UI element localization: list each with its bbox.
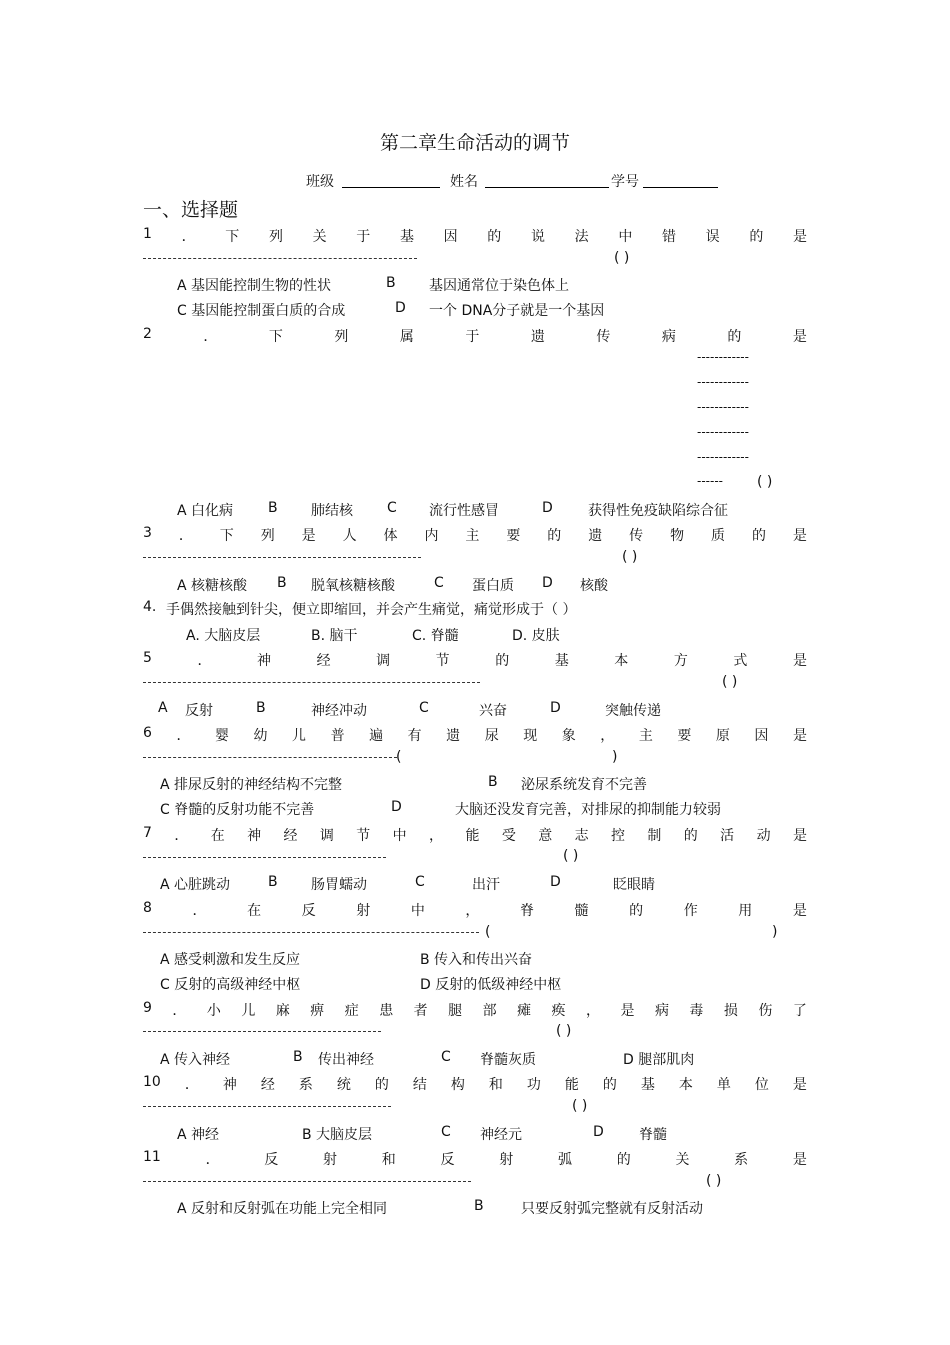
- option-d-letter: D: [542, 500, 553, 516]
- option-d-letter: D: [593, 1124, 604, 1140]
- option-b: 肺结核: [311, 503, 353, 519]
- option-b-letter: B: [293, 1049, 303, 1065]
- option-c-letter: C: [415, 874, 425, 890]
- question-4-stem: 手偶然接触到针尖，便立即缩回，并会产生痛觉，痛觉形成于（ ）: [166, 602, 577, 618]
- section-heading: 一、选择题: [143, 199, 239, 221]
- option-b: 传出神经: [318, 1052, 374, 1068]
- question-11-stem: 11 ． 反 射 和 反 射 弧 的 关 系 是: [143, 1149, 807, 1168]
- answer-dash-line: [143, 932, 479, 933]
- question-4-num: 4.: [143, 599, 157, 615]
- answer-paren-close[interactable]: ): [612, 749, 618, 765]
- question-6-stem: 6 ． 婴 幼 儿 普 遍 有 遗 尿 现 象 ， 主 要 原 因 是: [143, 725, 807, 744]
- answer-dash-line: [143, 1181, 471, 1182]
- answer-dash-line: [143, 1031, 381, 1032]
- question-1-stem: 1 ． 下 列 关 于 基 因 的 说 法 中 错 误 的 是: [143, 226, 807, 245]
- option-d: D. 皮肤: [512, 628, 560, 644]
- option-a: A 神经: [177, 1127, 220, 1143]
- answer-paren[interactable]: ( ): [563, 848, 579, 864]
- question-3-stem: 3 ． 下 列 是 人 体 内 主 要 的 遗 传 物 质 的 是: [143, 525, 807, 544]
- option-a: A. 大脑皮层: [186, 628, 261, 644]
- answer-dash-line: [143, 757, 397, 758]
- class-blank[interactable]: [342, 173, 440, 188]
- option-b-letter: B: [256, 700, 266, 716]
- option-d: D 腿部肌肉: [623, 1052, 695, 1068]
- answer-paren-open[interactable]: (: [396, 749, 402, 765]
- option-a: A 核糖核酸: [177, 578, 248, 594]
- option-c-letter: C: [387, 500, 397, 516]
- answer-dash-line: ------------: [697, 450, 749, 464]
- question-5-stem: 5 ． 神 经 调 节 的 基 本 方 式 是: [143, 650, 807, 669]
- option-b: B 大脑皮层: [302, 1127, 373, 1143]
- question-10-stem: 10 ． 神 经 系 统 的 结 构 和 功 能 的 基 本 单 位 是: [143, 1074, 807, 1093]
- option-c-letter: C: [441, 1124, 451, 1140]
- answer-paren[interactable]: ( ): [622, 549, 638, 565]
- answer-dash-line: [143, 857, 386, 858]
- option-b: 基因通常位于染色体上: [429, 278, 569, 294]
- option-c: C 反射的高级神经中枢: [160, 977, 301, 993]
- answer-paren[interactable]: ( ): [572, 1098, 588, 1114]
- question-9-stem: 9 ． 小 儿 麻 痹 症 患 者 腿 部 瘫 痪 ， 是 病 毒 损 伤 了: [143, 1000, 807, 1019]
- option-a-letter: A: [158, 700, 168, 716]
- option-c: 兴奋: [479, 703, 507, 719]
- option-d: 眨眼睛: [613, 877, 655, 893]
- option-d-letter: D: [391, 799, 402, 815]
- name-blank[interactable]: [485, 173, 609, 188]
- option-b: 泌尿系统发育不完善: [521, 777, 647, 793]
- option-c: 流行性感冒: [429, 503, 499, 519]
- option-b-letter: B: [386, 275, 396, 291]
- answer-paren[interactable]: ( ): [706, 1173, 722, 1189]
- option-c: 蛋白质: [472, 578, 514, 594]
- option-b: 只要反射弧完整就有反射活动: [521, 1201, 703, 1217]
- page-title: 第二章生命活动的调节: [379, 132, 570, 154]
- id-blank[interactable]: [643, 173, 718, 188]
- option-c-letter: C: [441, 1049, 451, 1065]
- option-a: A 基因能控制生物的性状: [177, 278, 332, 294]
- option-b: 神经冲动: [311, 703, 367, 719]
- answer-dash-line: ------------: [697, 425, 749, 439]
- question-8-stem: 8 ． 在 反 射 中 ， 脊 髓 的 作 用 是: [143, 900, 807, 919]
- answer-dash-line: ------------: [697, 400, 749, 414]
- option-d-letter: D: [542, 575, 553, 591]
- option-c-letter: C: [434, 575, 444, 591]
- option-d-letter: D: [395, 300, 406, 316]
- option-c-letter: C: [419, 700, 429, 716]
- answer-dash-line: ------------: [697, 375, 749, 389]
- option-a: A 反射和反射弧在功能上完全相同: [177, 1201, 388, 1217]
- answer-paren[interactable]: ( ): [722, 674, 738, 690]
- option-a: A 排尿反射的神经结构不完整: [160, 777, 343, 793]
- answer-dash-line: ------------: [697, 350, 749, 364]
- option-d: 核酸: [580, 578, 608, 594]
- option-b-letter: B: [277, 575, 287, 591]
- option-c: 脊髓灰质: [480, 1052, 536, 1068]
- option-b-letter: B: [474, 1198, 484, 1214]
- answer-dash-line: ------: [697, 474, 723, 488]
- option-b-letter: B: [488, 774, 498, 790]
- option-d: 脊髓: [639, 1127, 667, 1143]
- option-b: 肠胃蠕动: [311, 877, 367, 893]
- option-a: A 心脏跳动: [160, 877, 231, 893]
- option-b: B. 脑干: [311, 628, 358, 644]
- answer-paren-close[interactable]: ): [772, 924, 778, 940]
- answer-dash-line: [143, 258, 417, 259]
- option-c: C 基因能控制蛋白质的合成: [177, 303, 346, 319]
- option-d: 大脑还没发育完善，对排尿的抑制能力较弱: [455, 802, 721, 818]
- option-b: B 传入和传出兴奋: [420, 952, 533, 968]
- option-a: A 感受刺激和发生反应: [160, 952, 301, 968]
- answer-dash-line: [143, 682, 480, 683]
- option-c: 神经元: [480, 1127, 522, 1143]
- answer-paren[interactable]: ( ): [556, 1023, 572, 1039]
- option-a: A 白化病: [177, 503, 234, 519]
- option-a: A 传入神经: [160, 1052, 231, 1068]
- option-c: C 脊髓的反射功能不完善: [160, 802, 315, 818]
- option-d: 获得性免疫缺陷综合征: [588, 503, 728, 519]
- option-b-letter: B: [268, 500, 278, 516]
- answer-paren[interactable]: ( ): [757, 474, 773, 490]
- option-c: C. 脊髓: [412, 628, 459, 644]
- id-label: 学号: [611, 174, 639, 190]
- answer-dash-line: [143, 1106, 391, 1107]
- question-7-stem: 7 ． 在 神 经 调 节 中 ， 能 受 意 志 控 制 的 活 动 是: [143, 825, 807, 844]
- option-d: D 反射的低级神经中枢: [420, 977, 562, 993]
- option-d: 突触传递: [605, 703, 661, 719]
- question-2-stem: 2 ． 下 列 属 于 遗 传 病 的 是: [143, 326, 807, 345]
- answer-paren[interactable]: ( ): [614, 250, 630, 266]
- option-c: 出汗: [472, 877, 500, 893]
- option-b: 脱氧核糖核酸: [311, 578, 395, 594]
- option-b-letter: B: [268, 874, 278, 890]
- option-a: 反射: [185, 703, 213, 719]
- name-label: 姓名: [450, 174, 478, 190]
- class-label: 班级: [306, 174, 334, 190]
- answer-dash-line: [143, 557, 421, 558]
- answer-paren-open[interactable]: (: [485, 924, 491, 940]
- option-d-letter: D: [550, 874, 561, 890]
- option-d: 一个 DNA分子就是一个基因: [429, 303, 605, 319]
- option-d-letter: D: [550, 700, 561, 716]
